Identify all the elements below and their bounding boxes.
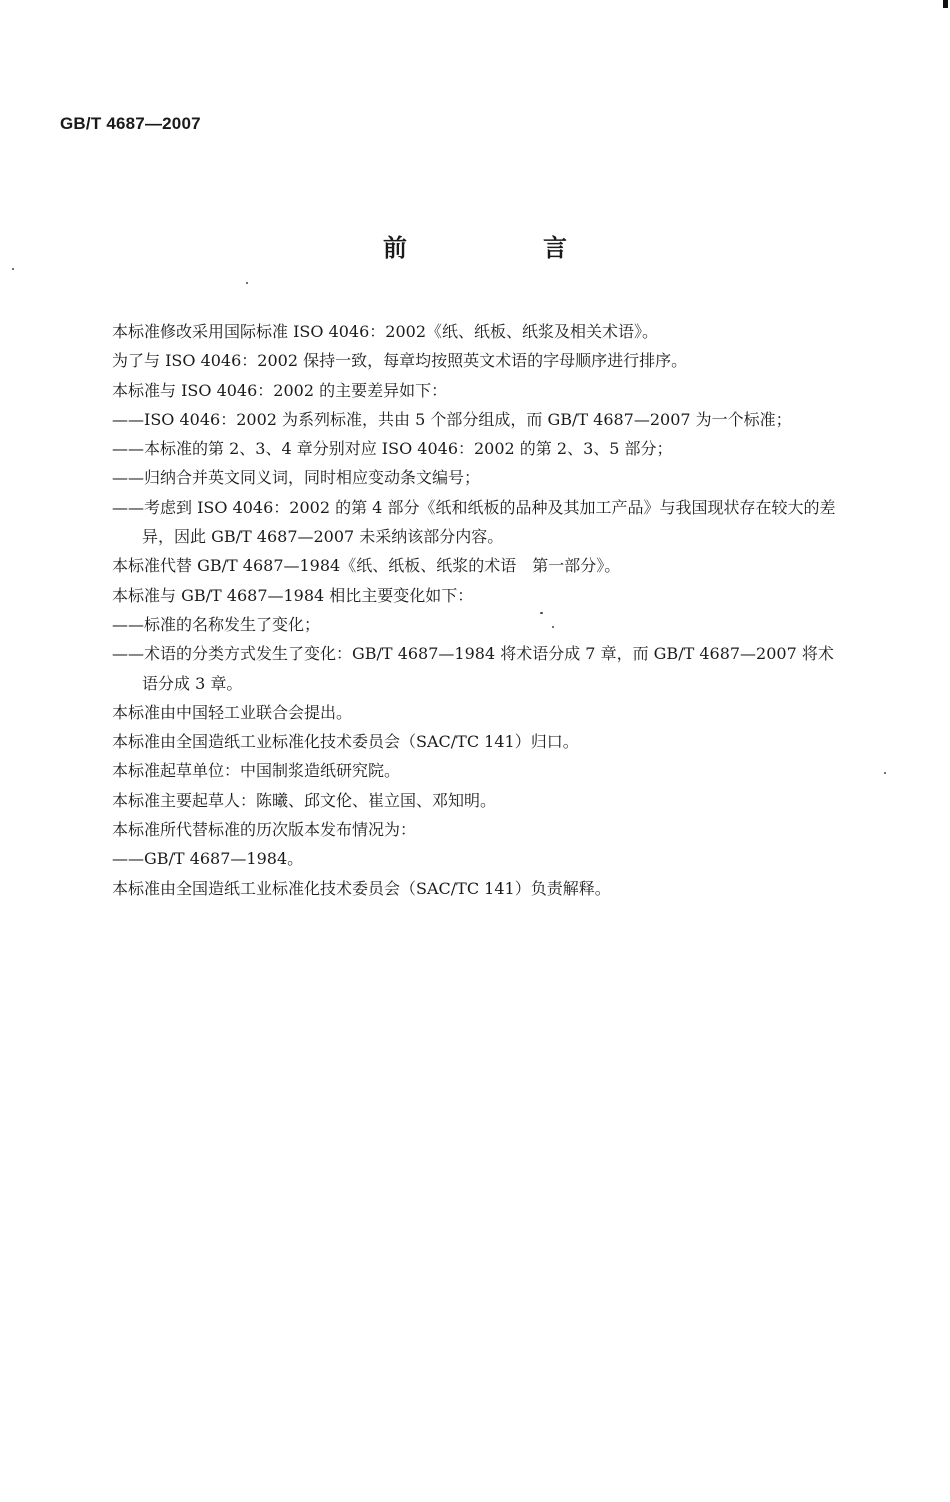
scan-speck bbox=[540, 612, 543, 614]
paragraph-adoption: 本标准修改采用国际标准 ISO 4046：2002《纸、纸板、纸浆及相关术语》。 bbox=[112, 322, 659, 341]
scan-speck bbox=[12, 268, 14, 270]
paragraph-drafting-unit: 本标准起草单位：中国制浆造纸研究院。 bbox=[112, 761, 401, 781]
page-title: 前 言 bbox=[383, 234, 623, 262]
paragraph-interpretation: 本标准由全国造纸工业标准化技术委员会（SAC/TC 141）负责解释。 bbox=[112, 878, 611, 898]
list-item-difference-2: ——本标准的第 2、3、4 章分别对应 ISO 4046：2002 的第 2、3、5 部分； bbox=[112, 439, 673, 459]
list-item-change-2-line2: 语分成 3 章。 bbox=[142, 673, 243, 693]
list-item-change-2-line1: ——术语的分类方式发生了变化：GB/T 4687—1984 将术语分成 7 章，而 GB/T 4687—2007 将术 bbox=[112, 644, 834, 664]
scan-speck bbox=[246, 282, 248, 284]
paragraph-ordering: 为了与 ISO 4046：2002 保持一致，每章均按照英文术语的字母顺序进行排序。 bbox=[112, 351, 688, 371]
standard-code: GB/T 4687—2007 bbox=[60, 114, 201, 133]
scan-corner-mark bbox=[943, 0, 948, 8]
paragraph-changes-intro: 本标准与 GB/T 4687—1984 相比主要变化如下： bbox=[112, 585, 474, 605]
list-item-previous-edition: ——GB/T 4687—1984。 bbox=[112, 849, 304, 869]
list-item-change-1: ——标准的名称发生了变化； bbox=[112, 614, 321, 634]
scan-speck bbox=[552, 626, 554, 628]
list-item-difference-3: ——归纳合并英文同义词，同时相应变动条文编号； bbox=[112, 468, 481, 488]
list-item-difference-1: ——ISO 4046：2002 为系列标准，共由 5 个部分组成，而 GB/T 4687—2007 为一个标准； bbox=[112, 409, 792, 429]
paragraph-proposed-by: 本标准由中国轻工业联合会提出。 bbox=[112, 702, 353, 722]
foreword-body bbox=[112, 317, 930, 903]
scan-speck bbox=[884, 772, 886, 774]
list-item-difference-4-line1: ——考虑到 ISO 4046：2002 的第 4 部分《纸和纸板的品种及其加工产品》与我国现状存在较大的差 bbox=[112, 497, 836, 517]
paragraph-differences-intro: 本标准与 ISO 4046：2002 的主要差异如下： bbox=[112, 380, 448, 400]
list-item-difference-4-line2: 异，因此 GB/T 4687—2007 未采纳该部分内容。 bbox=[142, 527, 504, 547]
paragraph-centralized-by: 本标准由全国造纸工业标准化技术委员会（SAC/TC 141）归口。 bbox=[112, 732, 579, 752]
paragraph-previous-editions: 本标准所代替标准的历次版本发布情况为： bbox=[112, 820, 417, 840]
paragraph-drafters: 本标准主要起草人：陈曦、邱文伦、崔立国、邓知明。 bbox=[112, 790, 497, 810]
list-item-change-2 bbox=[112, 639, 930, 698]
paragraph-replaces: 本标准代替 GB/T 4687—1984《纸、纸板、纸浆的术语 第一部分》。 bbox=[112, 556, 621, 576]
list-item-difference-4 bbox=[112, 493, 930, 552]
